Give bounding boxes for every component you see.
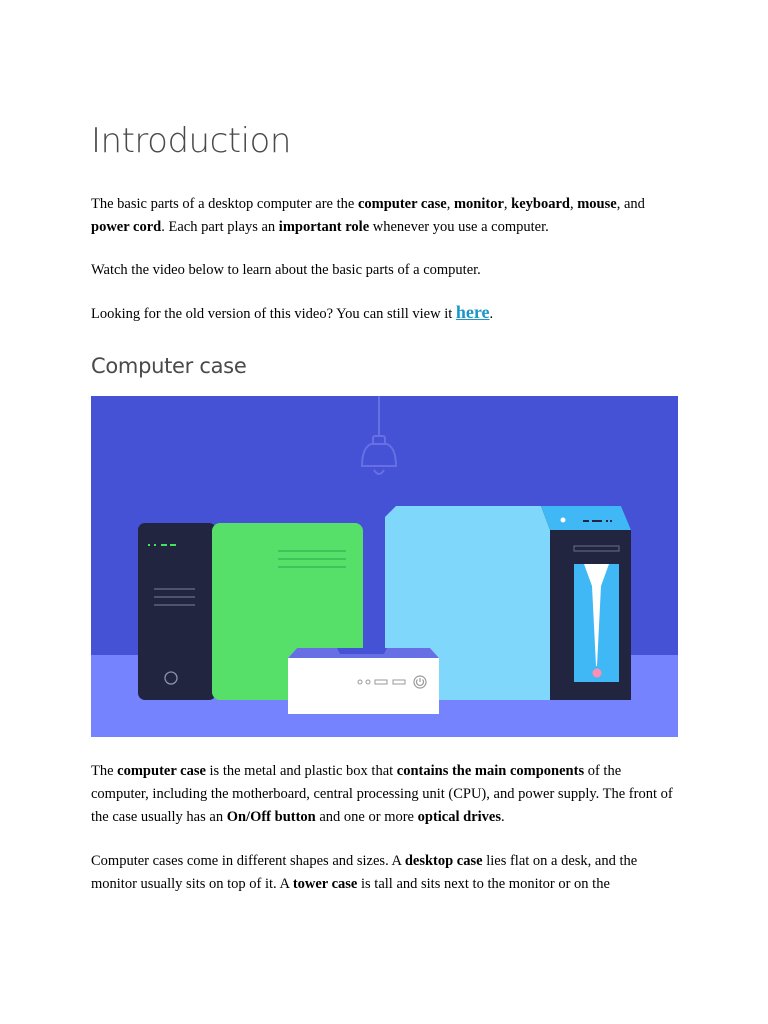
section-heading: Computer case bbox=[91, 354, 247, 378]
computer-cases-illustration bbox=[91, 396, 678, 737]
bold-term: tower case bbox=[292, 876, 358, 892]
video-note: Watch the video below to learn about the basic parts of a computer. bbox=[91, 262, 481, 278]
text: . bbox=[489, 306, 494, 322]
here-link[interactable]: here bbox=[455, 302, 490, 322]
text: is the metal and plastic box that bbox=[205, 763, 397, 779]
text: of the computer, including the motherboard, central processing unit (CPU), and power supply. The front of the case usually has an bbox=[91, 763, 673, 825]
computer-case-paragraph bbox=[91, 760, 678, 829]
case-shapes-paragraph bbox=[91, 850, 678, 896]
bold-term: On/Off button bbox=[226, 809, 316, 825]
dark-tower-case bbox=[138, 523, 216, 700]
text: The bbox=[91, 763, 118, 779]
bold-term: important role bbox=[278, 219, 370, 235]
bold-term: keyboard bbox=[511, 196, 570, 212]
text: Computer cases come in different shapes and sizes. A bbox=[91, 853, 405, 869]
text: , bbox=[569, 196, 578, 212]
text: lies flat on a desk, and the monitor usually sits on top of it. A bbox=[91, 853, 638, 892]
text: whenever you use a computer. bbox=[369, 219, 549, 235]
text: . bbox=[501, 809, 505, 825]
bold-term: monitor bbox=[453, 196, 504, 212]
bold-term: mouse bbox=[577, 196, 617, 212]
bold-term: power cord bbox=[91, 219, 162, 235]
small-white-case bbox=[288, 648, 439, 714]
bold-term: computer case bbox=[117, 763, 206, 779]
bold-term: desktop case bbox=[404, 853, 483, 869]
bold-term: contains the main components bbox=[396, 763, 585, 779]
bold-term: computer case bbox=[357, 196, 447, 212]
intro-paragraph bbox=[91, 193, 678, 239]
text: . Each part plays an bbox=[161, 219, 279, 235]
page-title: Introduction bbox=[91, 121, 291, 161]
old-version-note bbox=[91, 301, 678, 326]
text: is tall and sits next to the monitor or on the bbox=[357, 876, 610, 892]
right-tower-case bbox=[541, 506, 631, 700]
text: , bbox=[503, 196, 512, 212]
text: , and bbox=[616, 196, 645, 212]
bold-term: optical drives bbox=[417, 809, 501, 825]
text: Looking for the old version of this video? You can still view it bbox=[91, 306, 456, 322]
text: and one or more bbox=[315, 809, 418, 825]
text: , bbox=[446, 196, 454, 212]
text: The basic parts of a desktop computer are the bbox=[91, 196, 358, 212]
